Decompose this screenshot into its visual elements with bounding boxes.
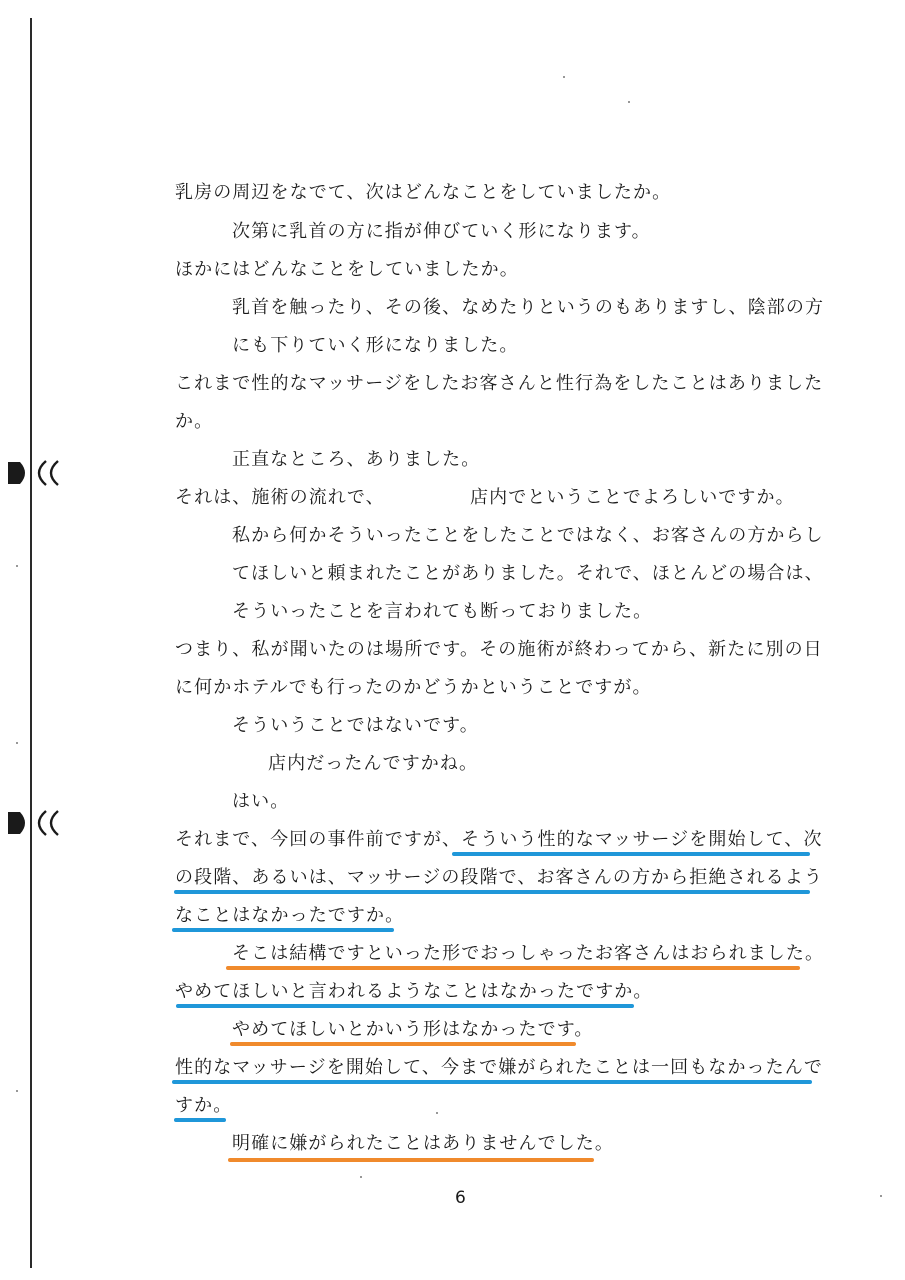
answer-line: やめてほしいとかいう形はなかったです。: [232, 1019, 594, 1040]
scan-speck: [16, 565, 18, 567]
question-line: なことはなかったですか。: [175, 905, 405, 926]
question-line: 性的なマッサージを開始して、今まで嫌がられたことは一回もなかったんで: [175, 1057, 823, 1078]
answer-line: はい。: [232, 791, 290, 812]
answer-line: にも下りていく形になりました。: [232, 335, 519, 356]
question-line: の段階、あるいは、マッサージの段階で、お客さんの方から拒絶されるよう: [175, 867, 823, 888]
question-line: 店内だったんですかね。: [268, 753, 479, 774]
answer-line: 次第に乳首の方に指が伸びていく形になります。: [232, 221, 651, 242]
answer-line: 正直なところ、ありました。: [232, 449, 481, 470]
question-line: つまり、私が聞いたのは場所です。その施術が終わってから、新たに別の日: [175, 639, 823, 660]
highlight-underline-blue: [176, 1004, 634, 1008]
question-line: それまで、今回の事件前ですが、そういう性的なマッサージを開始して、次: [175, 829, 823, 850]
scan-speck: [880, 1195, 882, 1197]
question-line-continued: 店内でということでよろしいですか。: [470, 487, 795, 508]
answer-line: そういったことを言われても断っておりました。: [232, 601, 653, 622]
question-line: すか。: [175, 1095, 233, 1116]
scan-speck: [16, 1090, 18, 1092]
answer-line: そういうことではないです。: [232, 715, 479, 736]
binder-clip-icon: [6, 808, 70, 838]
scan-speck: [563, 76, 565, 78]
binding-line: [30, 18, 32, 1268]
scan-speck: [628, 101, 630, 103]
question-line: それは、施術の流れで、: [175, 487, 385, 508]
question-line: か。: [175, 411, 214, 432]
highlight-underline-blue: [172, 1080, 812, 1084]
scan-speck: [360, 1176, 362, 1178]
answer-line: そこは結構ですといった形でおっしゃったお客さんはおられました。: [232, 943, 825, 964]
scan-speck: [16, 742, 18, 744]
page-number: 6: [455, 1188, 466, 1208]
question-line: やめてほしいと言われるようなことはなかったですか。: [175, 981, 653, 1002]
answer-line: 乳首を触ったり、その後、なめたりというのもありますし、陰部の方: [232, 297, 825, 318]
highlight-underline-orange: [226, 966, 800, 970]
answer-line: 明確に嫌がられたことはありませんでした。: [232, 1133, 614, 1154]
question-line: ほかにはどんなことをしていましたか。: [175, 259, 519, 280]
highlight-underline-orange: [228, 1158, 594, 1162]
highlight-underline-blue: [172, 928, 394, 932]
highlight-underline-blue: [174, 1118, 226, 1122]
highlight-underline-orange: [230, 1042, 576, 1046]
highlight-underline-blue: [174, 890, 810, 894]
answer-line: 私から何かそういったことをしたことではなく、お客さんの方からし: [232, 525, 824, 546]
answer-line: てほしいと頼まれたことがありました。それで、ほとんどの場合は、: [232, 563, 824, 584]
question-line: に何かホテルでも行ったのかどうかということですが。: [175, 677, 652, 698]
question-line: これまで性的なマッサージをしたお客さんと性行為をしたことはありました: [175, 373, 824, 394]
scan-speck: [436, 1112, 438, 1114]
question-line: 乳房の周辺をなでて、次はどんなことをしていましたか。: [175, 182, 672, 203]
highlight-underline-blue: [452, 852, 810, 856]
binder-clip-icon: [6, 458, 70, 488]
